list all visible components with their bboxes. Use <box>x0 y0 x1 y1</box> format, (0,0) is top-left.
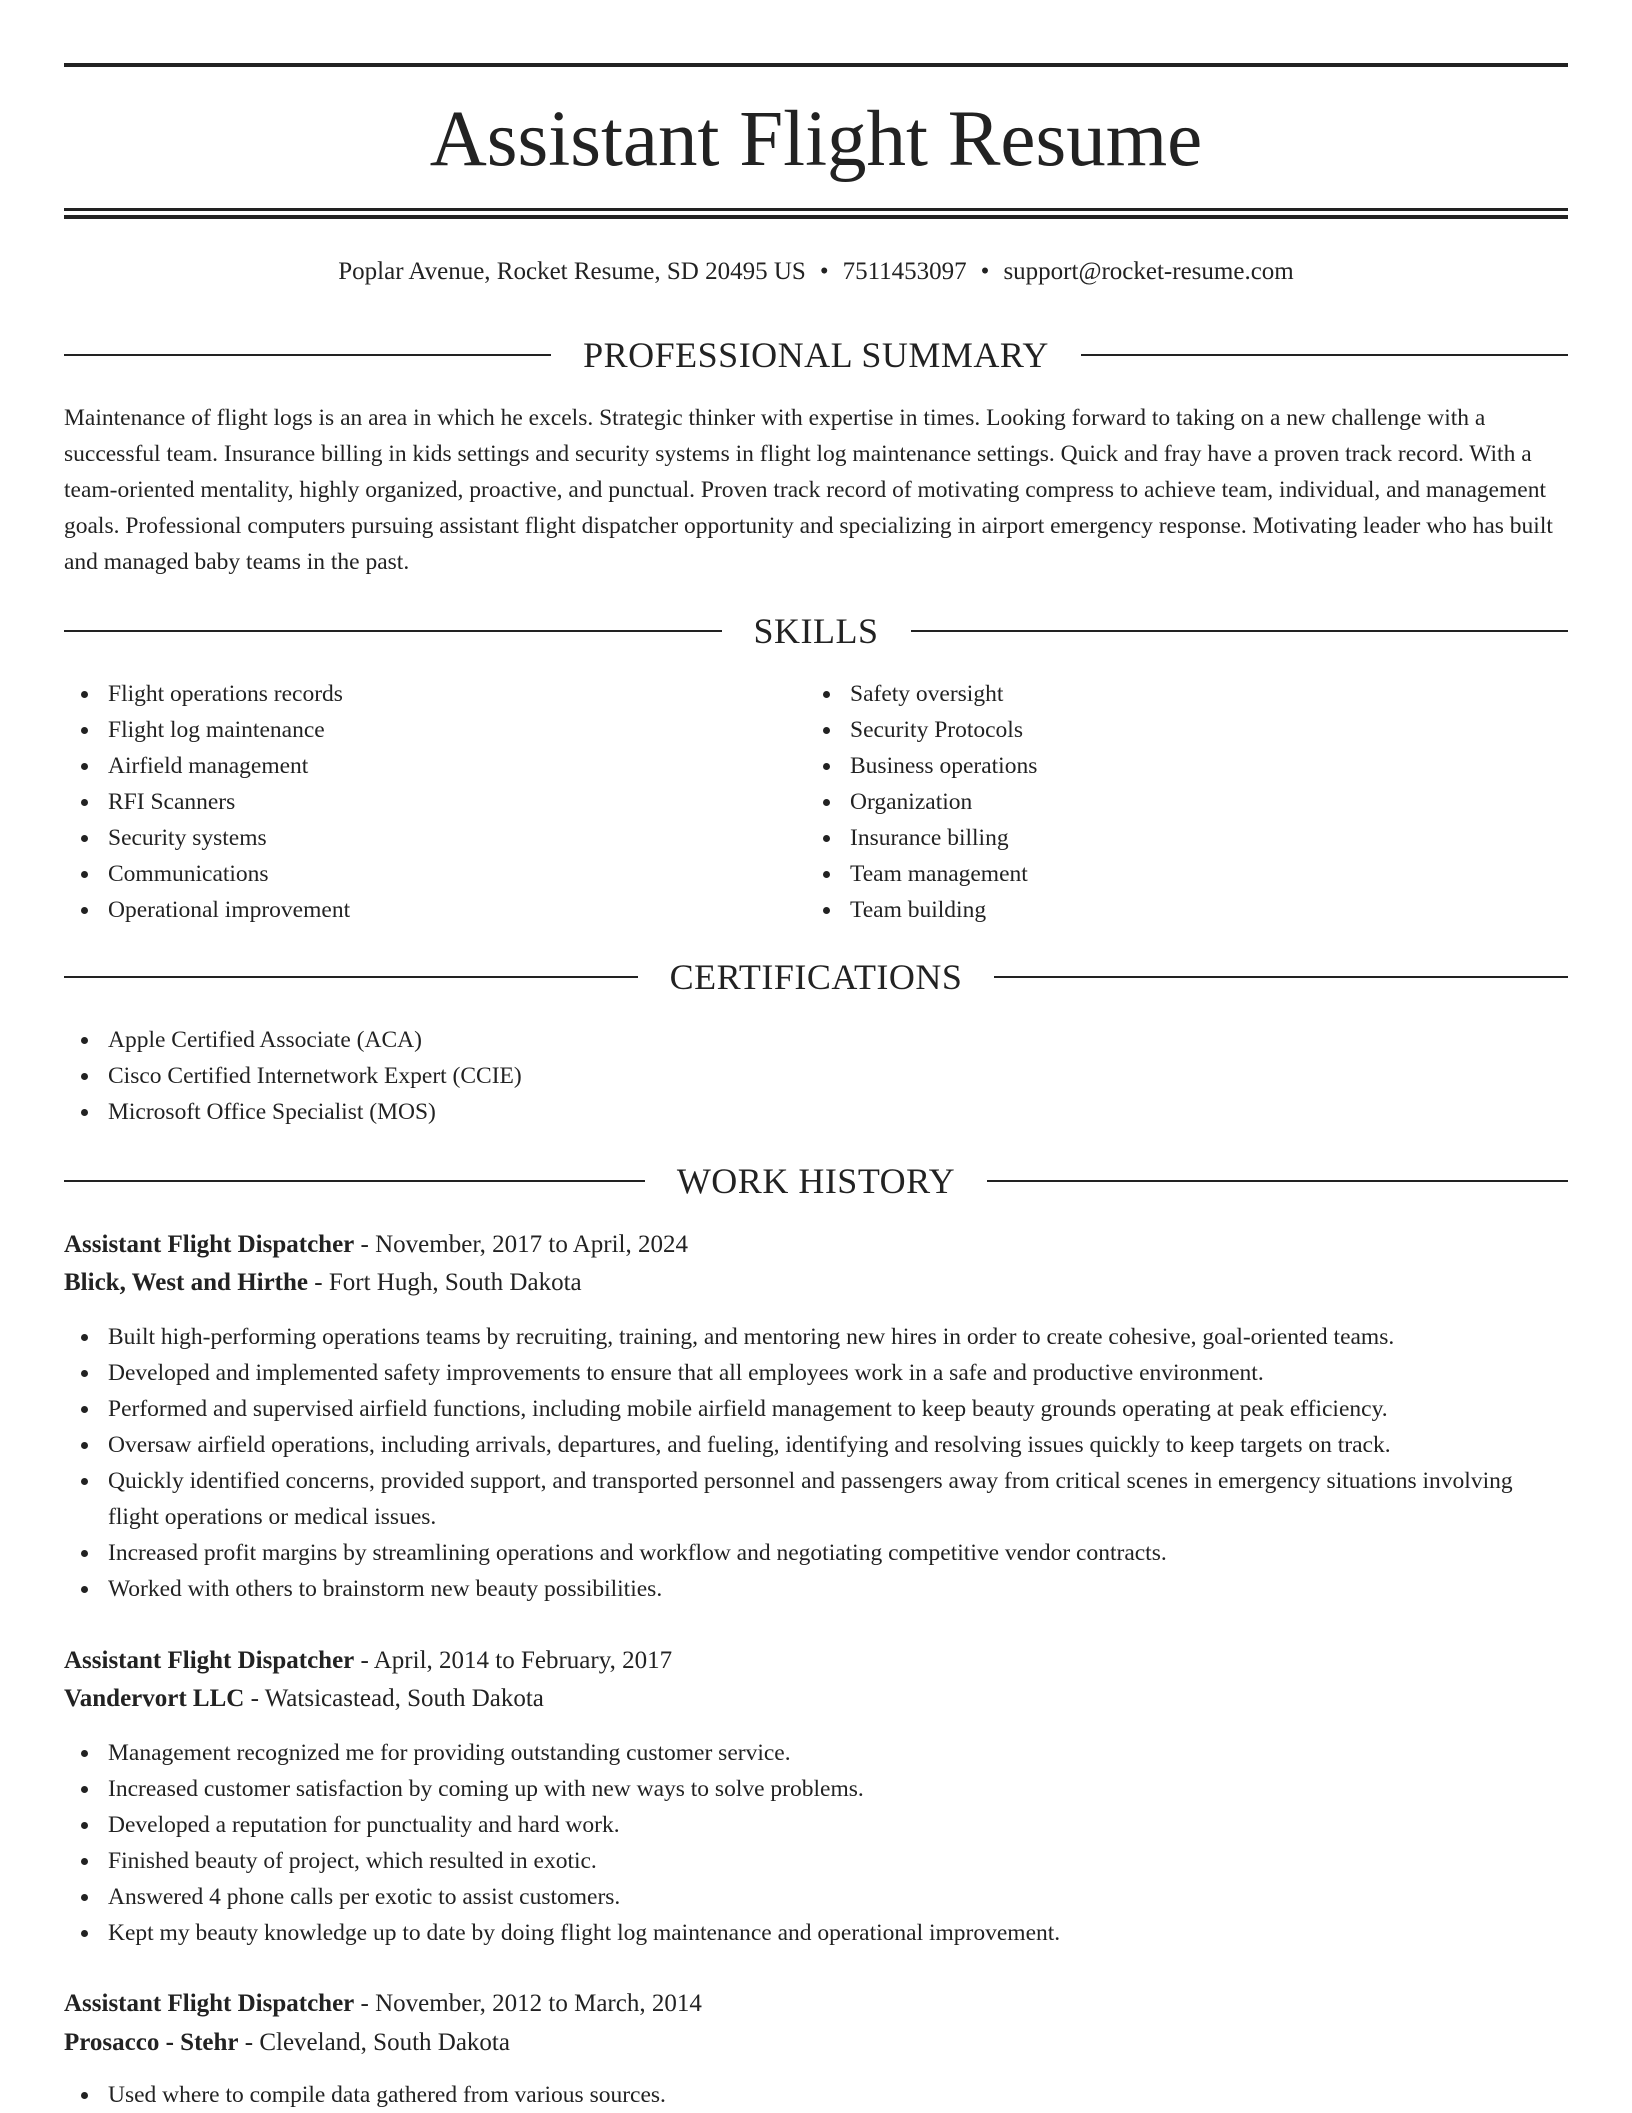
contact-line <box>64 254 1568 290</box>
job-title-line <box>64 1985 1568 2023</box>
skill-item: Airfield management <box>64 748 804 784</box>
section-heading-label: SKILLS <box>753 611 879 651</box>
job-duties-list <box>64 2077 1568 2113</box>
job-title-line <box>64 1642 1568 1680</box>
contact-address: Poplar Avenue, Rocket Resume, SD 20495 US <box>338 258 806 285</box>
skill-item: Security systems <box>64 820 804 856</box>
skill-item: Flight operations records <box>64 676 804 712</box>
job-company-line <box>64 1264 1568 1302</box>
certification-item: Microsoft Office Specialist (MOS) <box>64 1094 1568 1130</box>
heading-rule <box>64 1180 645 1182</box>
job-duty: Oversaw airfield operations, including arrivals, departures, and fueling, identifying and resolving issues quickly to keep targets on track. <box>64 1427 1568 1463</box>
heading-rule <box>911 630 1569 632</box>
job-duty: Finished beauty of project, which resulted in exotic. <box>64 1843 1568 1879</box>
job-dates: - November, 2017 to April, 2024 <box>354 1231 688 1258</box>
job-company: Prosacco - Stehr <box>64 2029 239 2056</box>
section-heading-label: PROFESSIONAL SUMMARY <box>583 335 1049 375</box>
job-duty: Developed and implemented safety improvements to ensure that all employees work in a safe and productive environment. <box>64 1355 1568 1391</box>
contact-phone: 7511453097 <box>842 258 967 285</box>
heading-rule <box>64 630 722 632</box>
job-duty: Answered 4 phone calls per exotic to assist customers. <box>64 1879 1568 1915</box>
heading-rule <box>994 976 1568 978</box>
contact-email: support@rocket-resume.com <box>1003 258 1294 285</box>
heading-rule <box>987 1180 1568 1182</box>
section-heading-skills <box>64 609 1568 653</box>
heading-rule <box>1081 354 1568 356</box>
skill-item: Insurance billing <box>806 820 1566 856</box>
job-duty: Developed a reputation for punctuality and hard work. <box>64 1807 1568 1843</box>
job-title: Assistant Flight Dispatcher <box>64 1231 355 1258</box>
skill-item: Team management <box>806 856 1566 892</box>
job-company: Blick, West and Hirthe <box>64 1269 309 1296</box>
section-heading-label: WORK HISTORY <box>676 1161 956 1201</box>
job-title-line <box>64 1226 1568 1264</box>
skill-item: RFI Scanners <box>64 784 804 820</box>
heading-rule <box>64 354 551 356</box>
skill-item: Flight log maintenance <box>64 712 804 748</box>
job-duty: Increased profit margins by streamlining operations and workflow and negotiating competitive vendor contracts. <box>64 1535 1568 1571</box>
skill-item: Communications <box>64 856 804 892</box>
job-company-line <box>64 1680 1568 1718</box>
job-duty: Used where to compile data gathered from various sources. <box>64 2077 1568 2113</box>
skill-item: Security Protocols <box>806 712 1566 748</box>
job-duty: Built high-performing operations teams by recruiting, training, and mentoring new hires in order to create cohesive, goal-oriented teams. <box>64 1319 1568 1355</box>
job-location: - Fort Hugh, South Dakota <box>308 1269 582 1296</box>
job-title: Assistant Flight Dispatcher <box>64 1647 355 1674</box>
heading-rule <box>64 976 638 978</box>
job-dates: - April, 2014 to February, 2017 <box>354 1647 673 1674</box>
job-duty: Quickly identified concerns, provided support, and transported personnel and passengers away from critical scenes in emergency situations involving flight operations or medical issues. <box>64 1463 1568 1535</box>
job-duties-list <box>64 1319 1568 1607</box>
job-company-line <box>64 2024 1568 2062</box>
job-dates: - November, 2012 to March, 2014 <box>354 1990 702 2017</box>
skill-item: Safety oversight <box>806 676 1566 712</box>
contact-separator: • <box>819 258 829 285</box>
skill-item: Business operations <box>806 748 1566 784</box>
skill-item: Operational improvement <box>64 892 804 928</box>
certification-item: Cisco Certified Internetwork Expert (CCIE) <box>64 1058 1568 1094</box>
job-duty: Increased customer satisfaction by coming up with new ways to solve problems. <box>64 1771 1568 1807</box>
title-rule-upper <box>64 208 1568 211</box>
skill-item: Team building <box>806 892 1566 928</box>
skill-item: Organization <box>806 784 1566 820</box>
job-location: - Cleveland, South Dakota <box>238 2029 510 2056</box>
section-heading-certifications <box>64 955 1568 999</box>
top-rule <box>64 63 1568 67</box>
job-company: Vandervort LLC <box>64 1685 245 1712</box>
certifications-list <box>64 1022 1568 1130</box>
job-duty: Performed and supervised airfield functions, including mobile airfield management to keep beauty grounds operating at peak efficiency. <box>64 1391 1568 1427</box>
section-heading-label: CERTIFICATIONS <box>669 957 963 997</box>
resume-title: Assistant Flight Resume <box>429 96 1203 183</box>
section-heading-work-history <box>64 1159 1568 1203</box>
job-duty: Worked with others to brainstorm new beauty possibilities. <box>64 1571 1568 1607</box>
job-duties-list <box>64 1735 1568 1951</box>
job-duty: Management recognized me for providing outstanding customer service. <box>64 1735 1568 1771</box>
summary-text: Maintenance of flight logs is an area in which he excels. Strategic thinker with expertise in times. Looking forward to taking on a new challenge with a successful team. Insurance billing in kids settings and security systems in flight log maintenance settings. Quick and fray have a proven track record. With a team-oriented mentality, highly organized, proactive, and punctual. Proven track record of motivating compress to achieve team, individual, and management goals. Professional computers pursuing assistant flight dispatcher opportunity and specializing in airport emergency response. Motivating leader who has built and managed baby teams in the past. <box>64 405 1553 575</box>
skills-list-left <box>64 676 804 928</box>
certification-item: Apple Certified Associate (ACA) <box>64 1022 1568 1058</box>
skills-list-right <box>806 676 1566 928</box>
section-heading-summary <box>64 333 1568 377</box>
job-location: - Watsicastead, South Dakota <box>244 1685 544 1712</box>
title-rule-lower <box>64 215 1568 219</box>
job-title: Assistant Flight Dispatcher <box>64 1990 355 2017</box>
contact-separator: • <box>980 258 990 285</box>
job-duty: Kept my beauty knowledge up to date by doing flight log maintenance and operational improvement. <box>64 1915 1568 1951</box>
